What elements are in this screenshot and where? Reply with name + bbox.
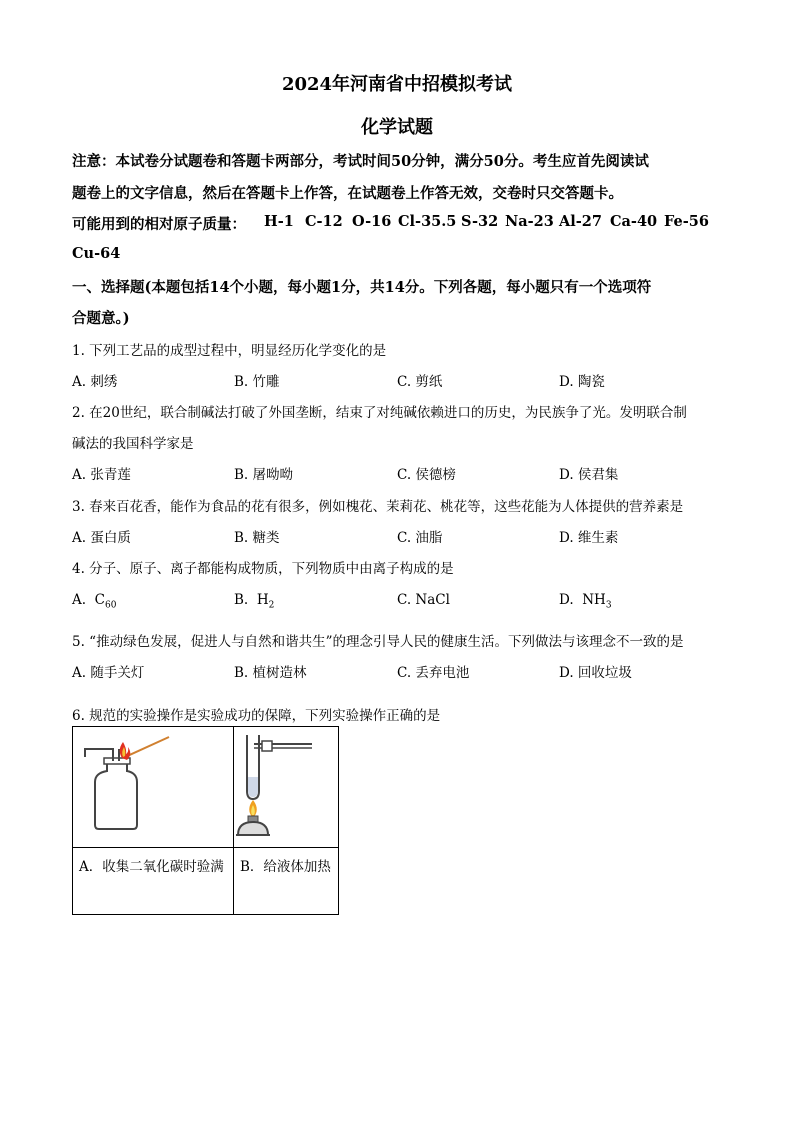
- question-5-stem: 5. “推动绿色发展，促进人与自然和谐共生”的理念引导人民的健康生活。下列做法与该理念不一致的是: [72, 634, 684, 650]
- atomic-mass-label: 可能用到的相对原子质量：: [72, 216, 246, 233]
- atomic-mass-item: O-16: [352, 213, 392, 230]
- question-3-stem: 3. 春来百花香，能作为食品的花有很多，例如槐花、茉莉花、桃花等，这些花能为人体提供的营养素是: [72, 499, 684, 515]
- question-1-stem: 1. 下列工艺品的成型过程中，明显经历化学变化的是: [72, 343, 387, 359]
- question-2-stem-line-1: 2. 在20世纪，联合制碱法打破了外国垄断，结束了对纯碱依赖进口的历史，为民族争了光。发明联合制: [72, 405, 687, 421]
- option-a-figure-cell: [73, 727, 234, 848]
- question-1-option-b: B. 竹雕: [234, 374, 280, 390]
- question-2-option-d: D. 侯君集: [559, 467, 619, 483]
- question-4-option-b: B. $H_2$: [234, 592, 275, 611]
- notice-line-1: 注意：本试卷分试题卷和答题卡两部分，考试时间50分钟，满分50分。考生应首先阅读试: [72, 153, 649, 170]
- question-2-option-a: A. 张青莲: [72, 467, 131, 483]
- atomic-mass-item: C-12: [305, 213, 343, 230]
- atomic-mass-item: Fe-56: [664, 213, 709, 230]
- question-1-option-a: A. 刺绣: [72, 374, 118, 390]
- question-5-option-d: D. 回收垃圾: [559, 665, 632, 681]
- atomic-mass-item: Cl-35.5: [398, 213, 457, 230]
- section-heading-line-2: 合题意。): [72, 310, 130, 327]
- notice-line-2: 题卷上的文字信息，然后在答题卡上作答，在试题卷上作答无效，交卷时只交答题卡。: [72, 185, 623, 202]
- atomic-mass-item: Na-23: [505, 213, 554, 230]
- atomic-mass-item: Al-27: [559, 213, 602, 230]
- gas-bottle-match-figure: [73, 727, 233, 843]
- question-2-option-b: B. 屠呦呦: [234, 467, 294, 483]
- question-3-option-c: C. 油脂: [397, 530, 443, 546]
- question-3-option-b: B. 糖类: [234, 530, 280, 546]
- page-title: 2024年河南省中招模拟考试: [281, 74, 513, 95]
- question-2-option-c: C. 侯德榜: [397, 467, 456, 483]
- question-3-option-a: A. 蛋白质: [72, 530, 131, 546]
- atomic-mass-item: S-32: [461, 213, 499, 230]
- question-4-stem: 4. 分子、原子、离子都能构成物质，下列物质中由离子构成的是: [72, 561, 454, 577]
- question-5-option-b: B. 植树造林: [234, 665, 307, 681]
- option-a-caption: A．收集二氧化碳时验满: [73, 848, 234, 915]
- question-2-stem-line-2: 碱法的我国科学家是: [72, 436, 194, 452]
- question-4-option-a: A. $C_{60}$: [72, 592, 117, 611]
- question-5-option-c: C. 丢弃电池: [397, 665, 470, 681]
- question-4-option-d: D. $NH_3$: [559, 592, 612, 611]
- atomic-mass-item: Ca-40: [610, 213, 658, 230]
- question-1-option-d: D. 陶瓷: [559, 374, 605, 390]
- test-tube-heating-figure: [234, 727, 338, 843]
- option-b-caption: B．给液体加热: [234, 848, 339, 915]
- question-1-option-c: C. 剪纸: [397, 374, 443, 390]
- question-4-option-c: C. NaCl: [397, 592, 450, 608]
- question-6-stem: 6. 规范的实验操作是实验成功的保障，下列实验操作正确的是: [72, 708, 441, 724]
- question-3-option-d: D. 维生素: [559, 530, 619, 546]
- section-heading-line-1: 一、选择题(本题包括14个小题，每小题1分，共14分。下列各题，每小题只有一个选项符: [72, 279, 652, 296]
- option-b-figure-cell: [234, 727, 339, 848]
- question-6-options-table: [72, 726, 339, 915]
- atomic-mass-item: Cu-64: [72, 245, 121, 262]
- page-subtitle: 化学试题: [361, 117, 433, 138]
- question-5-option-a: A. 随手关灯: [72, 665, 145, 681]
- atomic-mass-item: H-1: [264, 213, 294, 230]
